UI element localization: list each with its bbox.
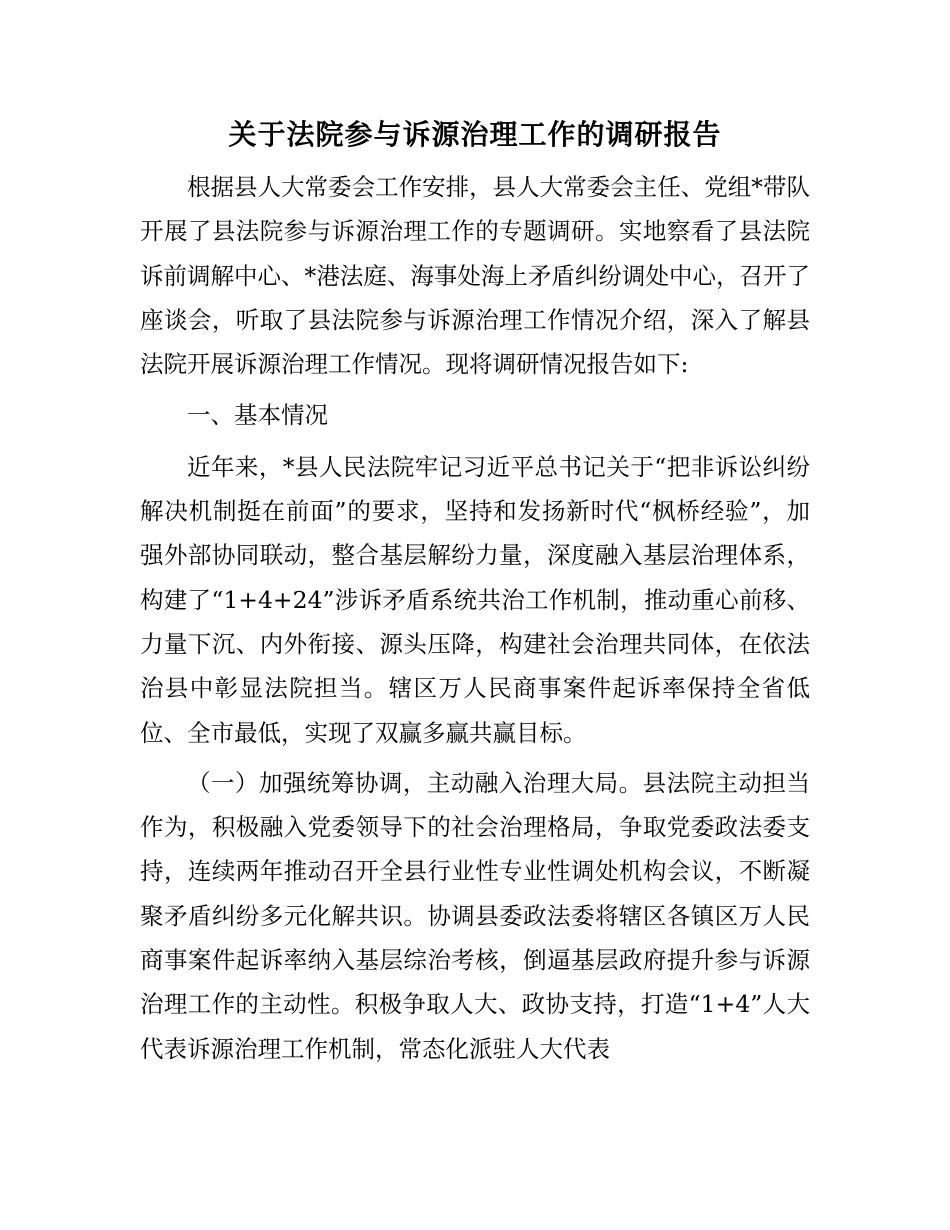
section-heading: 一、基本情况: [187, 401, 328, 430]
intro-paragraph: 根据县人大常委会工作安排，县人大常委会主任、党组*带队开展了县法院参与诉源治理工作的专题调研。实地察看了县法院诉前调解中心、*港法庭、海事处海上矛盾纠纷调处中心，召开了座谈会，听取了县法院参与诉源治理工作情况介绍，深入了解县法院开展诉源治理工作情况。现将调研情况报告如下:: [140, 173, 810, 379]
overview-paragraph: 近年来，*县人民法院牢记习近平总书记关于“把非诉讼纠纷解决机制挺在前面”的要求，坚持和发扬新时代“枫桥经验”，加强外部协同联动，整合基层解纷力量，深度融入基层治理体系，构建了“1+4+24”涉诉矛盾系统共治工作机制，推动重心前移、力量下沉、内外衔接、源头压降，构建社会治理共同体，在依法治县中彰显法院担当。辖区万人民商事案件起诉率保持全省低位、全市最低，实现了双赢多赢共赢目标。: [140, 452, 810, 747]
document-body: [140, 165, 810, 1071]
subsection-paragraph: （一）加强统筹协调，主动融入治理大局。县法院主动担当作为，积极融入党委领导下的社会治理格局，争取党委政法委支持，连续两年推动召开全县行业性专业性调处机构会议，不断凝聚矛盾纠纷多元化解共识。协调县委政法委将辖区各镇区万人民商事案件起诉率纳入基层综治考核，倒逼基层政府提升参与诉源治理工作的主动性。积极争取人大、政协支持，打造“1+4”人大代表诉源治理工作机制，常态化派驻人大代表: [140, 768, 810, 1063]
document-title: 关于法院参与诉源治理工作的调研报告: [228, 118, 722, 151]
